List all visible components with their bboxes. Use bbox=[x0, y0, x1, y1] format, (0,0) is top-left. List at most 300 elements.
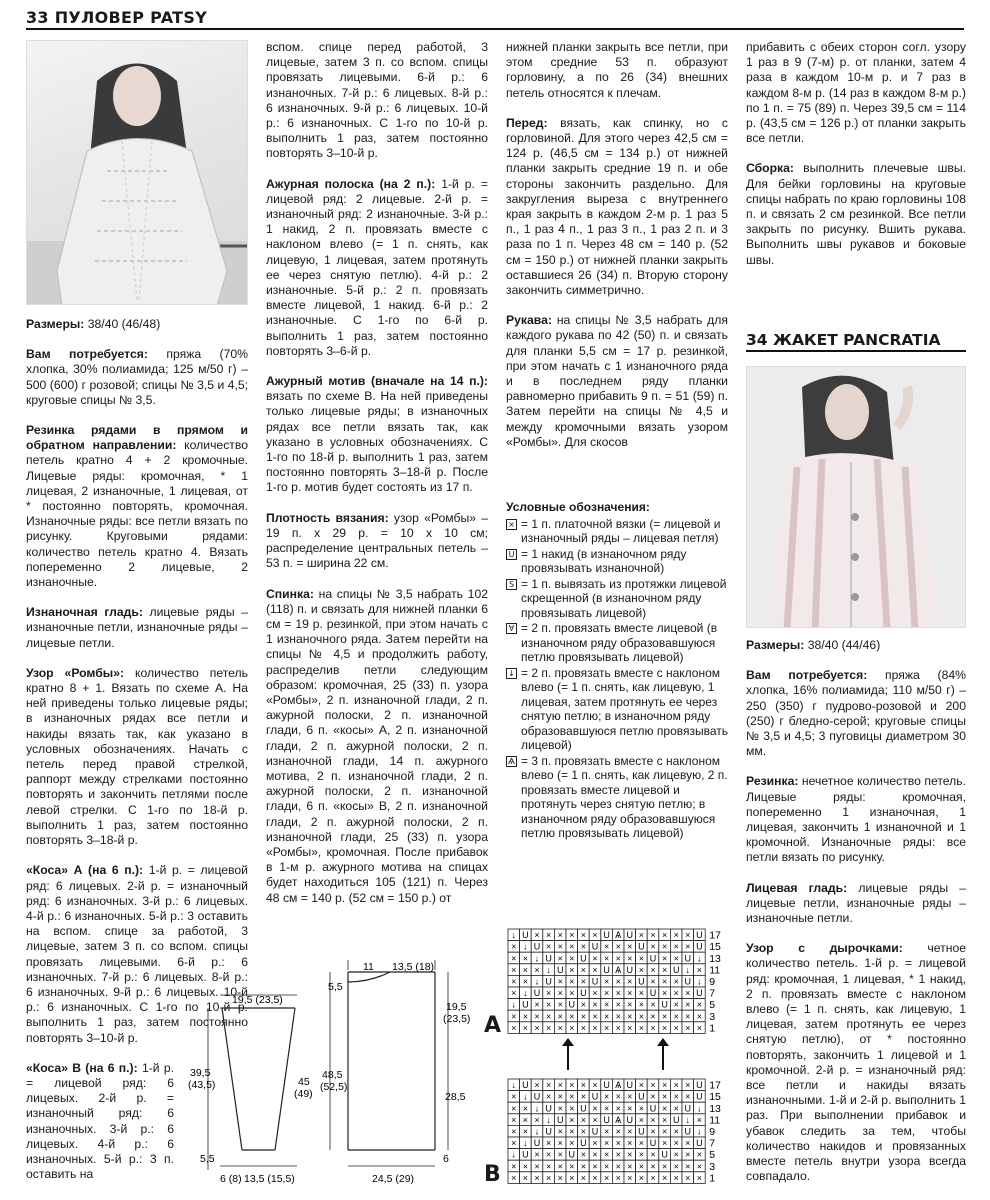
chart-symbol: U bbox=[649, 988, 657, 999]
chart-symbol: × bbox=[615, 941, 621, 952]
chart-symbol: U bbox=[603, 1114, 610, 1125]
chart-symbol: U bbox=[591, 1091, 599, 1102]
chart-symbol: × bbox=[638, 1114, 645, 1125]
chart-symbol: × bbox=[627, 1103, 633, 1114]
chart-symbol: × bbox=[534, 1022, 540, 1033]
chart-symbol: × bbox=[638, 1080, 645, 1091]
chart-symbol: × bbox=[557, 999, 563, 1010]
legend-list bbox=[506, 517, 728, 841]
chart-symbol: × bbox=[661, 1172, 668, 1183]
chart-symbol: × bbox=[603, 941, 610, 952]
body-width: 24,5 (29) bbox=[372, 1173, 415, 1185]
chart-symbol: × bbox=[650, 1126, 656, 1137]
chart-symbol: × bbox=[557, 1011, 563, 1022]
chart-symbol: × bbox=[557, 1103, 563, 1114]
legend-symbol-icon: ∀ bbox=[506, 623, 517, 634]
patsy-back-continued: нижней планки закрыть все петли, при этом средние 53 п. образуют горловину, а по 26 (34) внешних петель относятся к плечам. bbox=[506, 40, 728, 100]
chart-row-number: 1 bbox=[709, 1022, 716, 1035]
chart-symbol: × bbox=[557, 1161, 563, 1172]
chart-symbol: × bbox=[615, 988, 621, 999]
chart-symbol: × bbox=[580, 1149, 587, 1160]
chart-symbol: × bbox=[661, 976, 668, 987]
chart-symbol: × bbox=[511, 1126, 517, 1137]
chart-symbol: × bbox=[615, 1011, 621, 1022]
legend-item bbox=[506, 547, 728, 576]
chart-symbol: × bbox=[545, 988, 552, 999]
chart-symbol: × bbox=[557, 1022, 563, 1033]
chart-symbol: × bbox=[673, 976, 679, 987]
chart-symbol: × bbox=[569, 930, 575, 941]
chart-symbol: × bbox=[522, 964, 529, 975]
chart-symbol: U bbox=[661, 1149, 668, 1160]
chart-symbol: × bbox=[685, 1011, 691, 1022]
chart-symbol: × bbox=[511, 953, 517, 964]
chart-symbol: U bbox=[568, 1149, 576, 1160]
sleeve-bottom-a: 6 (8) bbox=[220, 1173, 242, 1185]
chart-symbol: × bbox=[580, 1091, 587, 1102]
legend-item bbox=[506, 517, 728, 546]
chart-symbol: × bbox=[545, 941, 552, 952]
chart-symbol: × bbox=[557, 1091, 563, 1102]
patsy-cable-b: «Коса» В (на 6 п.): 1-й р. = лицевой ряд: 6 лицевых. 2-й р. = изнаночный ряд: 6 изнаночных. 3-й р.: 6 лицевых. 4-й р.: 6 изнаночных. 5-й р.: 3 п. оставить на bbox=[26, 1060, 175, 1182]
chart-symbol: × bbox=[673, 930, 679, 941]
chart-symbol: × bbox=[685, 988, 691, 999]
photo-figure bbox=[27, 41, 248, 305]
chart-row-number: 9 bbox=[709, 976, 716, 988]
chart-symbol: U bbox=[533, 1091, 541, 1102]
chart-symbol: ↓ bbox=[546, 1114, 551, 1125]
chart-symbol: × bbox=[638, 964, 645, 975]
chart-symbol: × bbox=[511, 1022, 517, 1033]
chart-symbol: × bbox=[534, 1161, 540, 1172]
patsy-reverse-stockinette: Изнаночная гладь: лицевые ряды – изнаночные петли, изнаночные ряды – лицевые петли. bbox=[26, 605, 248, 650]
photo-patsy bbox=[26, 40, 248, 305]
chart-symbol: U bbox=[649, 953, 657, 964]
repeat-arrows bbox=[550, 1036, 680, 1072]
chart-symbol: × bbox=[557, 930, 563, 941]
chart-symbol: × bbox=[650, 1022, 656, 1033]
chart-symbol: × bbox=[522, 1103, 529, 1114]
chart-row-number: 1 bbox=[709, 1172, 716, 1185]
chart-symbol: × bbox=[638, 999, 645, 1010]
chart-symbol: × bbox=[673, 1091, 679, 1102]
chart-symbol: ↓ bbox=[697, 1126, 702, 1137]
chart-symbol: × bbox=[627, 1138, 633, 1149]
chart-symbol: × bbox=[592, 953, 598, 964]
chart-symbol: × bbox=[545, 1161, 552, 1172]
chart-symbol: Ѧ bbox=[615, 1080, 622, 1091]
chart-symbol: × bbox=[685, 1149, 691, 1160]
chart-symbol: × bbox=[511, 1138, 517, 1149]
chart-symbol: × bbox=[580, 1126, 587, 1137]
patsy-lace-strip: Ажурная полоска (на 2 п.): 1-й р. = лицевой ряд: 2 лицевые. 2-й р. = изнаночный ряд: 2 изнаночные. 3-й р.: 1 накид, 2 п. провязать вместе с наклоном влево (= 1 п. снять, как лицевую, 1 лицевая, затем протянуть ее через снятую петлю). 4-й р.: 2 изнаночные. 5-й р.: 2 п. провязать вместе лицевой, 1 накид. 6-й р.: 2 изнаночные. С 1-го по 6-й р. выполнить 1 раз, затем постоянно повторять 3–6-й р. bbox=[266, 176, 488, 358]
legend-item bbox=[506, 666, 728, 753]
chart-symbol: × bbox=[615, 1149, 621, 1160]
chart-symbol: × bbox=[627, 941, 633, 952]
chart-symbol: × bbox=[522, 1011, 529, 1022]
chart-b-label: B bbox=[484, 1162, 501, 1187]
chart-symbol: ↓ bbox=[534, 1103, 540, 1114]
chart-symbol: × bbox=[511, 964, 517, 975]
chart-symbol: × bbox=[696, 964, 703, 975]
chart-symbol: U bbox=[603, 930, 610, 941]
chart-symbol: × bbox=[592, 1011, 598, 1022]
legend-title: Условные обозначения: bbox=[506, 500, 650, 514]
chart-symbol: × bbox=[569, 1138, 575, 1149]
chart-symbol: × bbox=[569, 964, 575, 975]
chart-symbol: × bbox=[673, 1022, 679, 1033]
chart-symbol: × bbox=[615, 1138, 621, 1149]
chart-symbol: U bbox=[556, 964, 564, 975]
chart-symbol: ↓ bbox=[534, 953, 540, 964]
chart-symbol: U bbox=[649, 1138, 657, 1149]
chart-symbol: ↓ bbox=[685, 964, 691, 975]
chart-symbol: × bbox=[580, 1161, 587, 1172]
chart-symbol: × bbox=[696, 1011, 703, 1022]
chart-symbol: × bbox=[673, 999, 679, 1010]
chart-symbol: U bbox=[545, 976, 552, 987]
chart-row-number: 11 bbox=[709, 964, 721, 977]
chart-symbol: × bbox=[673, 1103, 679, 1114]
chart-symbol: × bbox=[580, 1022, 587, 1033]
chart-symbol: × bbox=[615, 1022, 621, 1033]
chart-symbol: × bbox=[580, 1011, 587, 1022]
chart-symbol: × bbox=[592, 1149, 598, 1160]
chart-symbol: U bbox=[545, 1126, 552, 1137]
chart-symbol: × bbox=[592, 1138, 598, 1149]
legend-text: = 3 п. провязать вместе с наклоном влево (= 1 п. снять, как лицевую, 2 п. провязать вместе лицевой и протянуть через снятую петлю; в изнаночном ряду образовавшуюся петлю провязывать лицевой) bbox=[521, 753, 728, 840]
chart-symbol: × bbox=[638, 1011, 645, 1022]
chart-row-number: 3 bbox=[709, 1010, 716, 1023]
legend-symbol-icon: U bbox=[506, 549, 517, 560]
chart-symbol: U bbox=[522, 1080, 529, 1091]
chart-symbol: U bbox=[649, 1103, 657, 1114]
body-side-a: 45 bbox=[298, 1076, 310, 1088]
chart-symbol: × bbox=[661, 1114, 668, 1125]
legend-item bbox=[506, 754, 728, 841]
chart-symbol: U bbox=[533, 941, 541, 952]
legend-text: = 2 п. провязать вместе лицевой (в изнаночном ряду образовавшуюся петлю провязывать лицевой) bbox=[521, 621, 718, 664]
chart-symbol: U bbox=[696, 1091, 703, 1102]
chart-symbol: × bbox=[673, 1126, 679, 1137]
chart-symbol: × bbox=[627, 1022, 633, 1033]
chart-symbol: × bbox=[534, 930, 540, 941]
legend-text: = 1 п. вывязать из протяжки лицевой скрещенной (в изнаночном ряду провязывать лицевой) bbox=[521, 576, 727, 620]
chart-symbol: U bbox=[603, 1080, 610, 1091]
patsy-gauge: Плотность вязания: узор «Ромбы» – 19 п. х 29 р. = 10 х 10 см; распределение центральных петель – 53 п. = ширина 22 см. bbox=[266, 510, 488, 571]
chart-symbol: × bbox=[673, 1161, 679, 1172]
chart-symbol: × bbox=[522, 1022, 529, 1033]
chart-symbol: × bbox=[545, 930, 552, 941]
patsy-materials: Вам потребуется: пряжа (70% хлопка, 30% полиамида; 125 м/50 г) – 500 (600) г розовой; спицы № 3,5 и 4,5; круговые спицы № 3,5. bbox=[26, 347, 248, 407]
chart-symbol: × bbox=[545, 1138, 552, 1149]
chart-symbol: × bbox=[569, 976, 575, 987]
sleeve-length-b: (43,5) bbox=[188, 1079, 216, 1091]
chart-symbol: × bbox=[545, 1022, 552, 1033]
chart-symbol: × bbox=[650, 964, 656, 975]
photo-pancratia bbox=[746, 366, 966, 628]
chart-symbol: × bbox=[603, 976, 610, 987]
chart-symbol: ↓ bbox=[546, 964, 551, 975]
chart-symbol: U bbox=[591, 1126, 599, 1137]
pancratia-eyelet-pattern: Узор с дырочками: четное количество петель. 1-й р. = лицевой ряд: кромочная, 1 лицевая, * 1 накид, 2 п. провязать вместе с наклоном влево (= 1 п. снять, как лицевую, 1 лицевая, затем протянуть ее через снятую петлю), от * постоянно повторять, закончить 1 лицевой и 1 кромочной. 2-й р. = изнаночный ряд: все петли и накиды вязать изнаночными. 1-й и 2-й р. выполнить 1 раз. При выполнении прибавок и убавок следить за тем, чтобы количество накидов и провязанных вместе петель внутри узора всегда совпадало. bbox=[746, 941, 966, 1184]
chart-symbol: × bbox=[650, 1114, 656, 1125]
chart-symbol: × bbox=[627, 1126, 633, 1137]
chart-symbol: × bbox=[569, 1114, 575, 1125]
chart-symbol: ↓ bbox=[523, 941, 528, 952]
chart-symbol: × bbox=[534, 1172, 540, 1183]
chart-symbol: × bbox=[522, 1126, 529, 1137]
chart-symbol: × bbox=[580, 941, 587, 952]
chart-symbol: U bbox=[626, 1080, 634, 1091]
chart-symbol: × bbox=[534, 1080, 540, 1091]
chart-symbol: ↓ bbox=[523, 1091, 528, 1102]
chart-symbol: × bbox=[545, 1080, 552, 1091]
chart-symbol: U bbox=[638, 976, 645, 987]
chart-symbol: ↓ bbox=[534, 976, 540, 987]
body-side-b: (49) bbox=[294, 1088, 313, 1100]
chart-symbol: U bbox=[580, 953, 587, 964]
patsy-sleeves: Рукава: на спицы № 3,5 набрать для каждого рукава по 42 (50) п. и связать для планки 5,5 см = 17 р. резинкой, при этом начать с 1 изнаночного ряда и в последнем ряду планки равномерно прибавить 9 п. = 51 (59) п. Затем перейти на спицы № 4,5 и между кромочными вязать узором «Ромбы». Для скосов bbox=[506, 313, 728, 449]
chart-symbol: × bbox=[661, 1011, 668, 1022]
chart-symbol: × bbox=[557, 1149, 563, 1160]
chart-symbol: ↓ bbox=[685, 1114, 691, 1125]
chart-row-number: 13 bbox=[709, 952, 721, 965]
chart-symbol: × bbox=[534, 964, 540, 975]
chart-symbol: × bbox=[650, 1149, 656, 1160]
chart-row-number: 9 bbox=[709, 1126, 716, 1138]
chart-symbol: × bbox=[511, 1172, 517, 1183]
chart-symbol: × bbox=[592, 1161, 598, 1172]
symbol-legend bbox=[506, 500, 728, 842]
chart-symbol: ↓ bbox=[511, 1149, 517, 1160]
chart-symbol: × bbox=[685, 999, 691, 1010]
chart-symbol: × bbox=[685, 941, 691, 952]
legend-symbol-icon: S bbox=[506, 579, 517, 590]
chart-symbol: × bbox=[592, 1080, 598, 1091]
chart-symbol: × bbox=[557, 1080, 563, 1091]
chart-symbol: × bbox=[627, 1091, 633, 1102]
chart-symbol: × bbox=[511, 1091, 517, 1102]
body-armhole-b: (23,5) bbox=[443, 1013, 471, 1025]
body-schematic bbox=[330, 960, 448, 1166]
chart-symbol: × bbox=[522, 1172, 529, 1183]
chart-symbol: × bbox=[534, 1011, 540, 1022]
chart-symbol: × bbox=[661, 953, 668, 964]
chart-symbol: × bbox=[569, 988, 575, 999]
chart-symbol: × bbox=[627, 1011, 633, 1022]
chart-symbol: × bbox=[511, 1103, 517, 1114]
chart-symbol: × bbox=[661, 1022, 668, 1033]
chart-symbol: × bbox=[511, 941, 517, 952]
chart-symbol: × bbox=[638, 1103, 645, 1114]
chart-symbol: ↓ bbox=[697, 953, 702, 964]
chart-symbol: U bbox=[696, 1138, 703, 1149]
patsy-sizes: Размеры: 38/40 (46/48) bbox=[26, 317, 161, 331]
section-header-pancratia bbox=[746, 330, 966, 352]
chart-symbol: × bbox=[650, 1161, 656, 1172]
chart-symbol: × bbox=[522, 1114, 529, 1125]
photo-figure bbox=[747, 367, 966, 628]
chart-symbol: × bbox=[557, 1138, 563, 1149]
chart-symbol: × bbox=[661, 941, 668, 952]
chart-symbol: × bbox=[592, 930, 598, 941]
pancratia-rib: Резинка: нечетное количество петель. Лицевые ряды: кромочная, попеременно 1 изнаночная, 1 лицевая, закончить 1 изнаночной и 1 кромочной. Изнаночные ряды: все петли вязать по рисунку. bbox=[746, 774, 966, 865]
chart-symbol: × bbox=[650, 1011, 656, 1022]
chart-symbol: × bbox=[511, 1161, 517, 1172]
chart-symbol: U bbox=[626, 930, 634, 941]
chart-symbol: × bbox=[685, 1161, 691, 1172]
chart-row-number: 7 bbox=[709, 987, 716, 1000]
chart-symbol: Ѧ bbox=[615, 930, 622, 941]
chart-symbol: × bbox=[557, 988, 563, 999]
chart-symbol: × bbox=[685, 1091, 691, 1102]
chart-symbol: × bbox=[661, 1091, 668, 1102]
chart-symbol: × bbox=[592, 988, 598, 999]
chart-row-number: 3 bbox=[709, 1160, 716, 1173]
chart-symbol: × bbox=[638, 1161, 645, 1172]
chart-symbol: × bbox=[627, 976, 633, 987]
chart-symbol: × bbox=[696, 999, 703, 1010]
chart-symbol: × bbox=[545, 1011, 552, 1022]
legend-text: = 1 накид (в изнаночном ряду провязывать изнаночной) bbox=[521, 546, 687, 575]
sleeve-length-a: 39,5 bbox=[190, 1067, 211, 1079]
column-2 bbox=[266, 40, 488, 945]
chart-symbol: × bbox=[545, 1091, 552, 1102]
chart-symbol: × bbox=[569, 1126, 575, 1137]
column-4 bbox=[746, 40, 966, 280]
chart-symbol: × bbox=[522, 976, 529, 987]
chart-symbol: × bbox=[522, 953, 529, 964]
chart-symbol: × bbox=[650, 941, 656, 952]
chart-symbol: × bbox=[685, 1172, 691, 1183]
chart-symbol: × bbox=[661, 1138, 668, 1149]
body-band: 6 bbox=[443, 1153, 449, 1165]
chart-symbol: × bbox=[638, 1022, 645, 1033]
section-title-pancratia: 34 ЖАКЕТ PANCRATIA bbox=[746, 331, 941, 349]
chart-symbol: U bbox=[545, 953, 552, 964]
body-total-b: (52,5) bbox=[320, 1081, 348, 1093]
chart-symbol: U bbox=[684, 1126, 692, 1137]
chart-symbol: × bbox=[534, 999, 540, 1010]
legend-symbol-icon: Ѧ bbox=[507, 756, 516, 766]
repeat-arrow-left-head bbox=[657, 1038, 669, 1046]
chart-symbol: U bbox=[638, 1091, 645, 1102]
column-3 bbox=[506, 40, 728, 495]
chart-symbol: × bbox=[511, 1011, 517, 1022]
chart-symbol: × bbox=[603, 1138, 610, 1149]
chart-symbol: × bbox=[569, 941, 575, 952]
patsy-lace-motif: Ажурный мотив (вначале на 14 п.): вязать по схеме В. На ней приведены только лицевые ряды; в изнаночных рядах все петли вязать так, как указано в условных обозначениях. С 1-го по 18-й р. выполнить 1 раз, затем постоянно повторять 3–18-й р. После 1-го р. мотив будет состоять из 17 п. bbox=[266, 374, 488, 495]
chart-symbol: × bbox=[696, 1022, 703, 1033]
body-shoulder-width: 13,5 (18) bbox=[392, 961, 435, 973]
chart-symbol: × bbox=[673, 988, 679, 999]
chart-symbol: × bbox=[627, 953, 633, 964]
chart-row-number: 5 bbox=[709, 999, 716, 1012]
legend-symbol-icon: × bbox=[506, 519, 517, 530]
chart-symbol: × bbox=[673, 953, 679, 964]
chart-symbol: × bbox=[673, 1172, 679, 1183]
section-title: 33 ПУЛОВЕР PATSY bbox=[26, 8, 208, 27]
chart-symbol: × bbox=[615, 1103, 621, 1114]
chart-symbol: × bbox=[557, 976, 563, 987]
chart-symbol: ↓ bbox=[523, 988, 528, 999]
chart-symbol: × bbox=[580, 930, 587, 941]
chart-symbol: U bbox=[684, 1103, 692, 1114]
chart-symbol: U bbox=[522, 1149, 529, 1160]
pancratia-stockinette: Лицевая гладь: лицевые ряды – лицевые петли, изнаночные ряды – изнаночные петли. bbox=[746, 880, 966, 926]
chart-symbol: U bbox=[696, 930, 703, 941]
chart-symbol: × bbox=[650, 1091, 656, 1102]
chart-symbol: × bbox=[650, 1080, 656, 1091]
chart-symbol: × bbox=[522, 1161, 529, 1172]
chart-symbol: × bbox=[580, 1172, 587, 1183]
chart-symbol: × bbox=[615, 953, 621, 964]
chart-symbol: U bbox=[568, 999, 576, 1010]
chart-symbol: × bbox=[615, 1091, 621, 1102]
chart-symbol: U bbox=[533, 1138, 541, 1149]
chart-symbol: × bbox=[545, 999, 552, 1010]
body-neck-width: 11 bbox=[363, 961, 374, 973]
body-total-a: 48,5 bbox=[322, 1069, 343, 1081]
chart-symbol: ↓ bbox=[511, 930, 517, 941]
sleeve-cuff: 5,5 bbox=[200, 1153, 215, 1165]
column-4-pancratia bbox=[746, 638, 966, 1198]
sleeve-schematic bbox=[208, 995, 297, 1170]
legend-text: = 1 п. платочной вязки (= лицевой и изнаночный ряды – лицевая петля) bbox=[521, 516, 721, 545]
pancratia-sizes: Размеры: 38/40 (44/46) bbox=[746, 638, 881, 652]
chart-symbol: × bbox=[511, 988, 517, 999]
patsy-assembly: Сборка: выполнить плечевые швы. Для бейки горловины на круговые спицы набрать по краю горловины 108 п. и связать 2 см резинкой. Все петли закрыть по рисунку. Вшить рукава. Выполнить швы рукавов и боковые швы. bbox=[746, 161, 966, 267]
chart-symbol: × bbox=[650, 976, 656, 987]
chart-symbol: U bbox=[672, 964, 680, 975]
chart-symbol: × bbox=[580, 964, 587, 975]
chart-symbol: × bbox=[696, 1172, 703, 1183]
chart-symbol: U bbox=[626, 1114, 634, 1125]
chart-symbol: Ѧ bbox=[615, 1114, 622, 1125]
chart-symbol: × bbox=[545, 1149, 552, 1160]
chart-symbol: × bbox=[534, 1114, 540, 1125]
chart-symbol: U bbox=[661, 999, 668, 1010]
chart-symbol: × bbox=[569, 1161, 575, 1172]
body-lower: 28,5 bbox=[445, 1091, 466, 1103]
pancratia-materials: Вам потребуется: пряжа (84% хлопка, 16% полиамида; 110 м/50 г) – 250 (350) г пудрово-розовой и 200 (250) г бледно-серой; круговые спицы № 3,5 и 4,5; 3 пуговицы диаметром 30 мм. bbox=[746, 668, 966, 759]
chart-symbol: U bbox=[684, 976, 692, 987]
chart-symbol: × bbox=[569, 1011, 575, 1022]
chart-symbol: U bbox=[533, 988, 541, 999]
patsy-cable-a: «Коса» А (на 6 п.): 1-й р. = лицевой ряд: 6 лицевых. 2-й р. = изнаночный ряд: 6 изнаночных. 3-й р.: 6 лицевых. 4-й р.: 6 изнаночных. 5-й р.: 3 оставить на вспом. спице за работой, 3 лицевые, затем 3 п. со вспом. спицы провязать лицевыми. 6-й р.: 6 изнаночных. 7-й р.: 6 лицевых. 8-й р.: 6 изнаночных. 9-й р.: 6 лицевых. 10-й р.: 6 изнаночных. С 1-го по 10-й р. выполнить 1 раз, затем постоянно повторять 3–10-й р. bbox=[26, 863, 248, 1045]
chart-symbol: × bbox=[615, 1126, 621, 1137]
chart-symbol: × bbox=[627, 999, 633, 1010]
chart-symbol: × bbox=[627, 988, 633, 999]
chart-row-number: 13 bbox=[709, 1102, 721, 1115]
chart-symbol: × bbox=[557, 953, 563, 964]
chart-symbol: × bbox=[615, 1161, 621, 1172]
chart-symbol: Ѧ bbox=[615, 964, 622, 975]
patsy-cable-a-continued: вспом. спице перед работой, 3 лицевые, затем 3 п. со вспом. спицы провязать лицевыми. 6-й р.: 6 изнаночных. 7-й р.: 6 лицевых. 8-й р.: 6 изнаночных. 9-й р.: 6 лицевых. 10-й р.: 6 изнаночных. С 1-го по 10-й р. выполнить 1 раз, затем постоянно повторять 3–10-й р. bbox=[266, 40, 488, 161]
patsy-sleeves-continued: прибавить с обеих сторон согл. узору 1 раз в 9 (7-м) р. от планки, затем 4 раза в каждом 10-м р. и 7 раз в каждом 8-м р. (14 раз в каждом 8-м р.) по 1 п. = 75 (89) п. Через 39,5 см = 114 р. (43,5 см = 126 р.) от планки закрыть все петли. bbox=[746, 40, 966, 146]
chart-symbol: × bbox=[685, 1138, 691, 1149]
chart-symbol: U bbox=[522, 930, 529, 941]
chart-symbol: × bbox=[615, 976, 621, 987]
chart-symbol: × bbox=[511, 1114, 517, 1125]
chart-symbol: × bbox=[661, 988, 668, 999]
chart-symbol: × bbox=[685, 930, 691, 941]
chart-symbol: × bbox=[638, 953, 645, 964]
chart-symbol: × bbox=[627, 1172, 633, 1183]
chart-symbol: × bbox=[580, 1114, 587, 1125]
sleeve-top-width: 19,5 (23,5) bbox=[232, 994, 283, 1006]
